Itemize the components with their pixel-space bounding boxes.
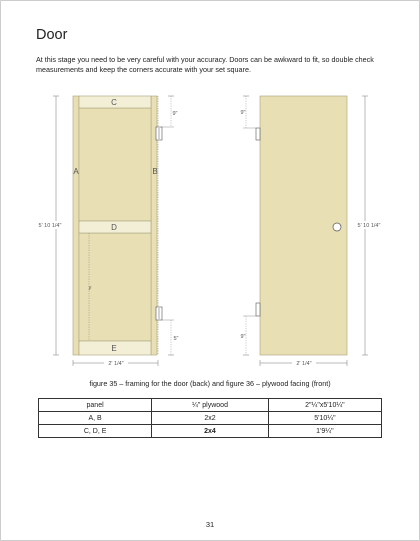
y-dimension: y — [88, 285, 92, 291]
door-figures — [1, 1, 419, 371]
front-width-dimension: 2' 1/4" — [296, 361, 312, 367]
hinge-top-icon — [156, 127, 162, 140]
label-e: E — [111, 344, 117, 353]
hinge-front-bottom-icon — [256, 303, 260, 316]
width-dimension: 2' 1/4" — [108, 361, 124, 367]
page-title: Door — [36, 27, 68, 43]
label-b: B — [152, 167, 158, 176]
height-dimension: 5' 10 1/4" — [38, 223, 62, 229]
table-header-cell: ¼" plywood — [152, 399, 269, 412]
table-header-cell: panel — [39, 399, 152, 412]
table-cell: 2x4 — [152, 425, 269, 438]
table-cell: C, D, E — [39, 425, 152, 438]
table-cell: 2x2 — [152, 412, 269, 425]
table-cell: A, B — [39, 412, 152, 425]
door-front-facing — [240, 96, 385, 367]
door-knob-icon — [333, 223, 341, 231]
hinge-bottom-icon — [156, 307, 162, 320]
label-c: C — [111, 98, 117, 107]
table-row — [39, 412, 382, 425]
front-top-offset-dimension: 9" — [240, 110, 246, 116]
label-d: D — [111, 223, 117, 232]
table-cell: 1'9¼" — [268, 425, 381, 438]
hinge-front-top-icon — [256, 128, 260, 140]
intro-paragraph: At this stage you need to be very careful with your accuracy. Doors can be awkward to fit, so double check measurements and keep the corners accurate with your set square. — [36, 55, 374, 74]
table-row — [39, 425, 382, 438]
page — [1, 1, 419, 540]
label-a: A — [73, 167, 79, 176]
front-bottom-offset-dimension: 9" — [240, 334, 246, 340]
front-height-dimension: 5' 10 1/4" — [357, 223, 381, 229]
plywood-upper — [79, 108, 151, 221]
table-cell: 5'10¼" — [268, 412, 381, 425]
cutting-table — [38, 398, 382, 438]
table-header-row — [39, 399, 382, 412]
figure-caption: figure 35 – framing for the door (back) and figure 36 – plywood facing (front) — [89, 379, 331, 388]
page-number: 31 — [205, 520, 215, 529]
bottom-offset-dimension: 5" — [173, 336, 179, 342]
door-back-framing — [34, 96, 179, 367]
table-header-cell: 2"¼"x5'10¼" — [268, 399, 381, 412]
stile-a — [73, 96, 79, 355]
top-offset-dimension: 9" — [172, 111, 178, 117]
